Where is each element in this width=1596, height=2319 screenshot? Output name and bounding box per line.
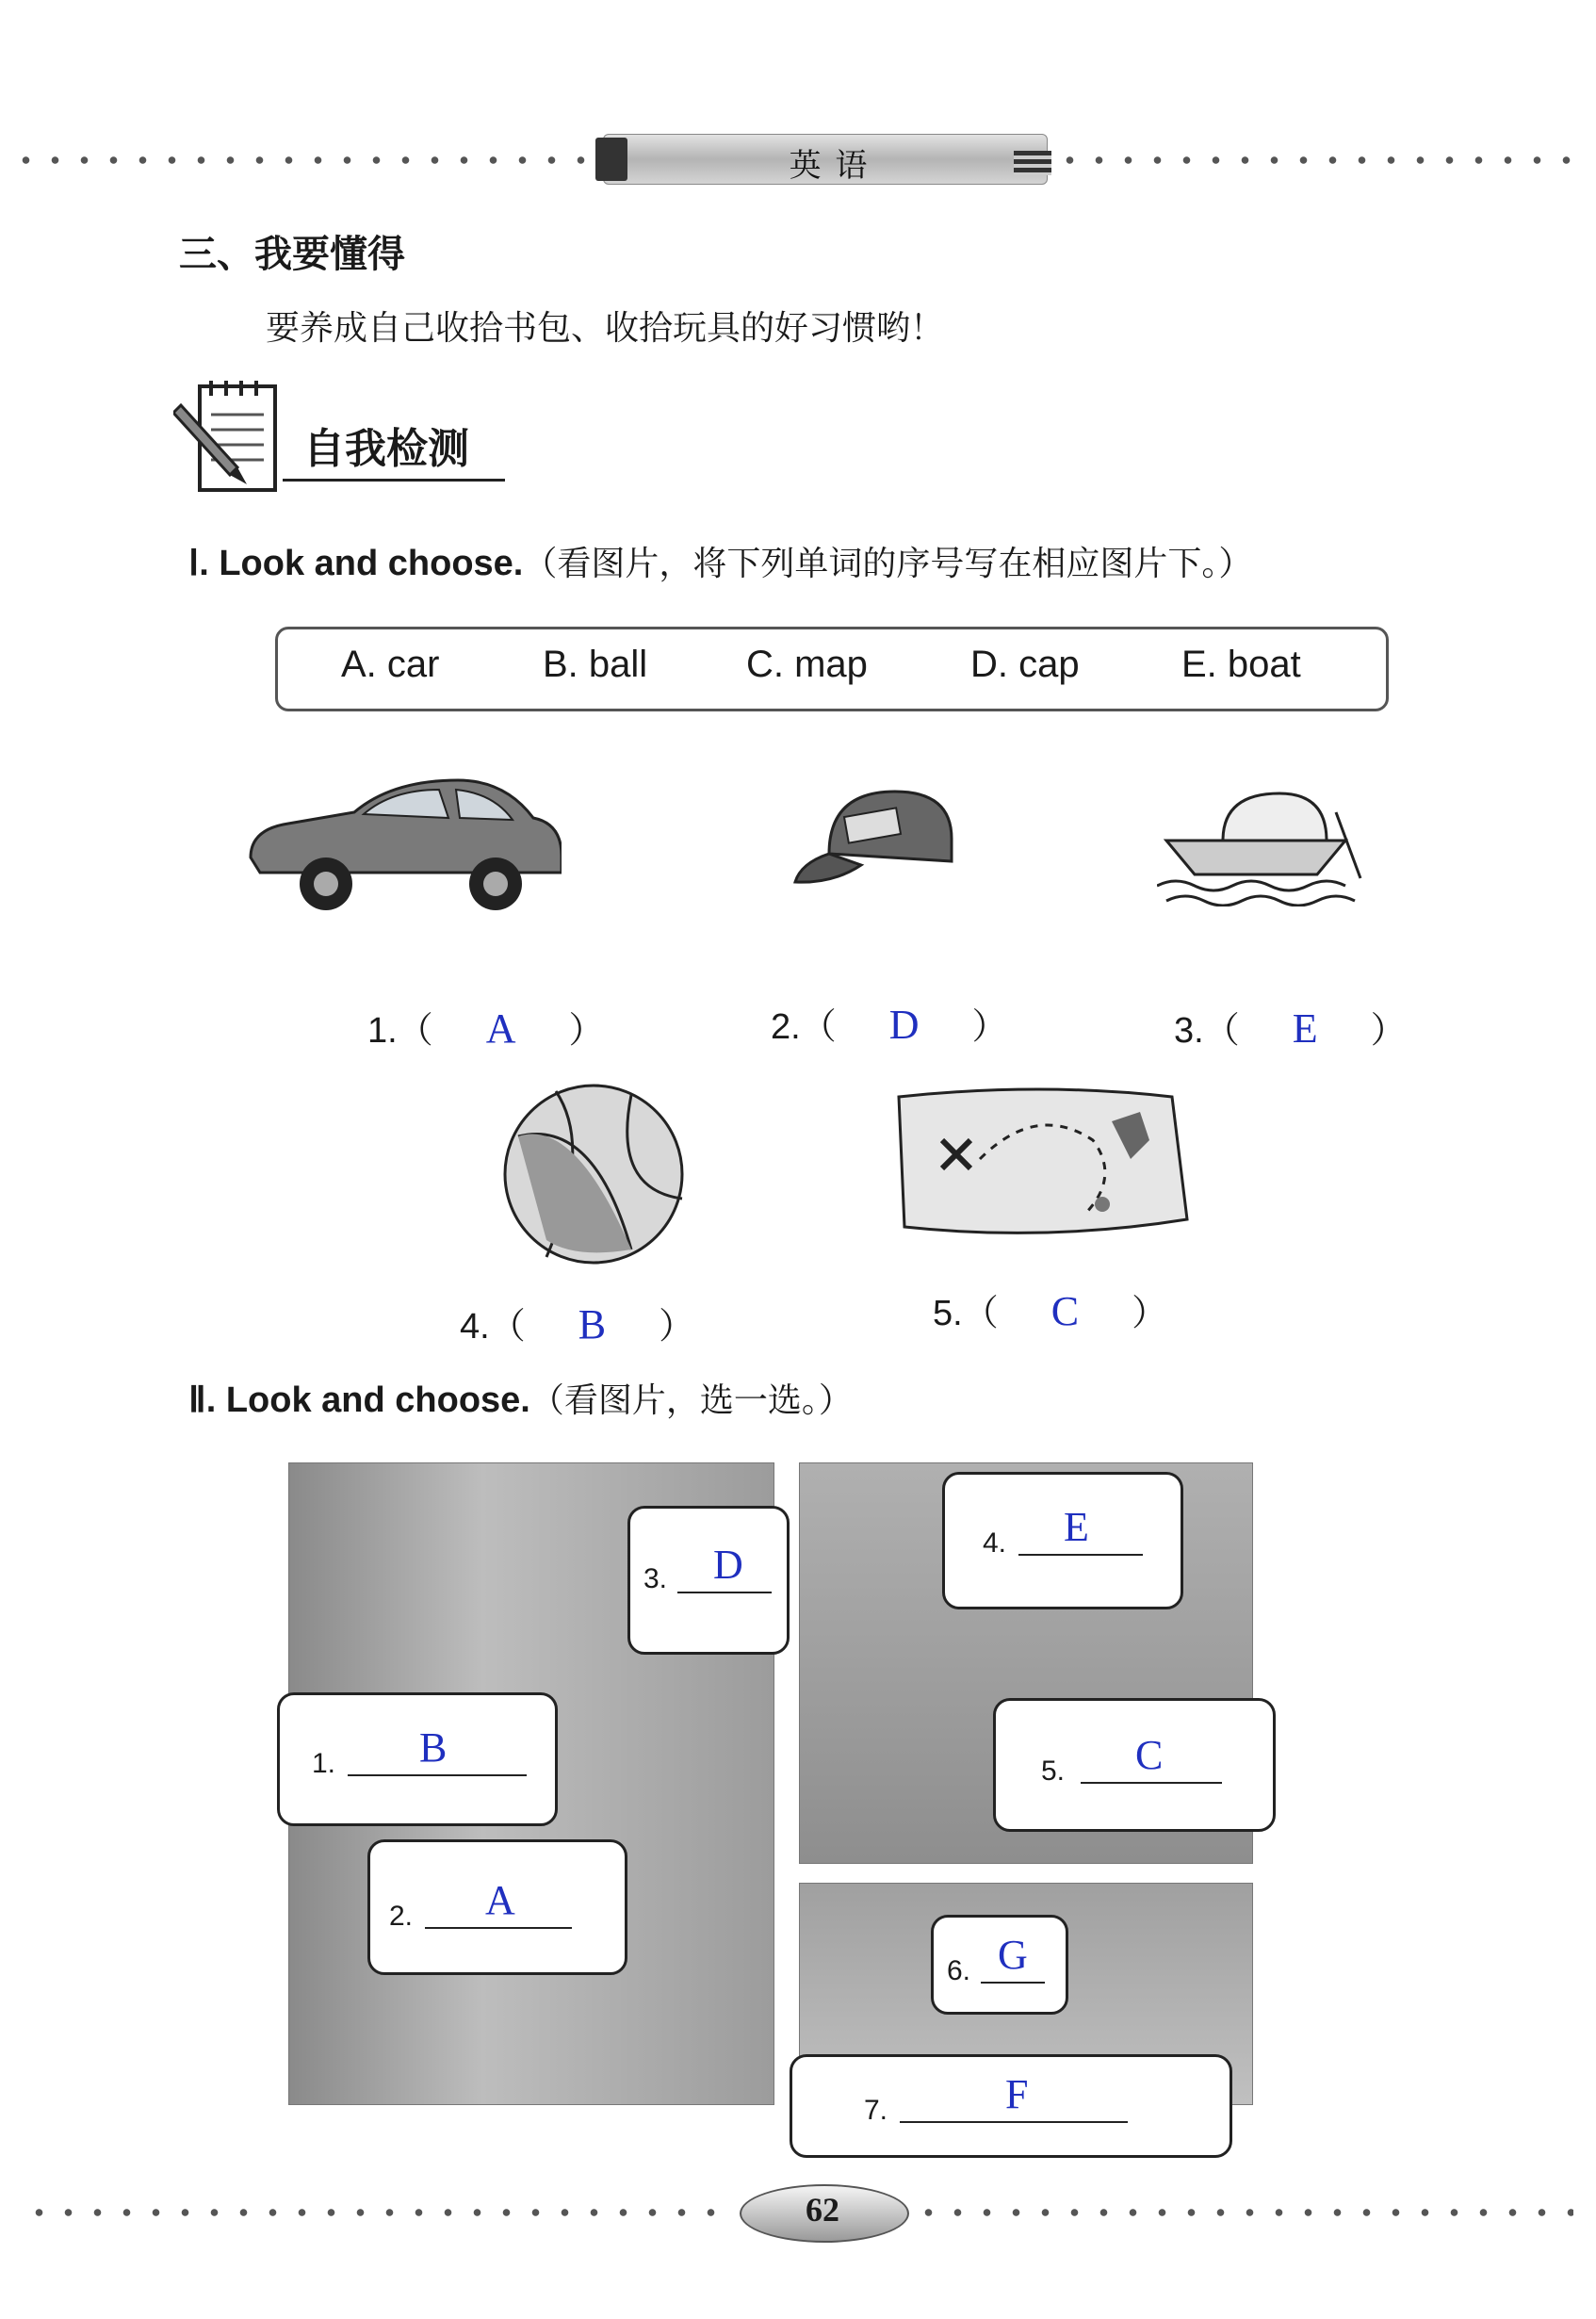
page-number: 62 <box>806 2191 839 2229</box>
bubble-1: 1. B <box>277 1692 558 1826</box>
book-icon <box>595 138 627 181</box>
answer-paren-1: 1.（ A ） <box>367 1005 605 1052</box>
bubble-answer-1: B <box>419 1724 448 1771</box>
answer-2: D <box>888 1002 920 1048</box>
part2-title-cn: （看图片，选一选。） <box>529 1381 853 1420</box>
ball-image <box>499 1080 688 1268</box>
section3-text: 要养成自己收拾书包、收拾玩具的好习惯哟！ <box>266 309 945 348</box>
part2-title-en: Ⅱ. Look and choose. <box>188 1380 530 1420</box>
bubble-answer-4: E <box>1064 1504 1089 1550</box>
bubble-answer-6: G <box>998 1932 1028 1978</box>
self-test-underline <box>283 479 505 482</box>
answer-paren-5: 5.（ C ） <box>933 1288 1168 1334</box>
bubble-answer-3: D <box>713 1542 743 1588</box>
bubble-7: 7. F <box>790 2054 1232 2158</box>
word-ball: B. ball <box>543 644 648 685</box>
footer-dots-right <box>914 2209 1573 2216</box>
bubble-4: 4. E <box>942 1472 1183 1609</box>
bubble-6: 6. G <box>931 1915 1068 2015</box>
answer-paren-4: 4.（ B ） <box>460 1301 695 1347</box>
word-cap: D. cap <box>970 644 1080 685</box>
header-subject: 英 语 <box>789 147 870 185</box>
word-car: A. car <box>341 644 440 685</box>
map-image <box>886 1084 1197 1246</box>
header-dots-right <box>1055 156 1583 164</box>
answer-1: A <box>485 1005 516 1052</box>
bubble-3: 3. D <box>627 1506 790 1655</box>
header-dots-left <box>11 156 595 164</box>
car-image <box>241 773 562 914</box>
section3-title: 三、我要懂得 <box>179 233 405 276</box>
answer-5: C <box>1050 1288 1080 1334</box>
part1-title-en: Ⅰ. Look and choose. <box>188 544 524 583</box>
part1-title <box>188 537 1252 585</box>
answer-4: B <box>578 1301 607 1347</box>
answer-paren-3: 3.（ E ） <box>1174 1005 1407 1052</box>
part1-title-cn: （看图片，将下列单词的序号写在相应图片下。） <box>523 545 1253 583</box>
answer-paren-2: 2.（ D ） <box>771 1002 1008 1048</box>
bubble-answer-5: C <box>1135 1732 1164 1778</box>
book-icon-right <box>1014 151 1051 175</box>
bubble-answer-2: A <box>485 1877 515 1923</box>
boat-image <box>1157 784 1368 906</box>
word-map: C. map <box>746 644 868 685</box>
bubble-2: 2. A <box>367 1839 627 1975</box>
word-boat: E. boat <box>1181 644 1301 685</box>
cap-image <box>791 788 961 891</box>
self-test-title: 自我检测 <box>303 425 469 473</box>
bubble-5: 5. C <box>993 1698 1276 1832</box>
part2-title <box>188 1374 853 1422</box>
bubble-answer-7: F <box>1005 2071 1029 2117</box>
notepad-pencil-icon <box>173 377 292 501</box>
answer-3: E <box>1292 1005 1318 1052</box>
footer-dots-left <box>24 2209 731 2216</box>
